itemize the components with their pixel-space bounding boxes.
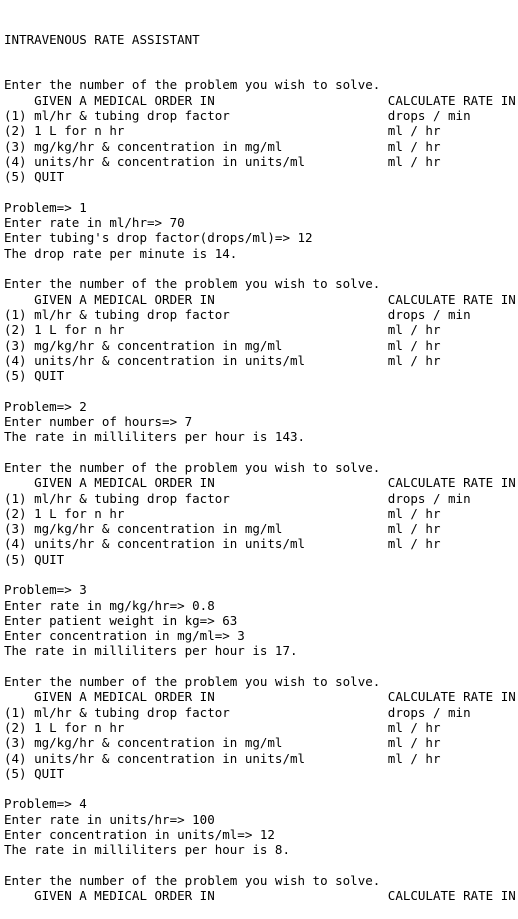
console-line: The rate in milliliters per hour is 143. (4, 429, 306, 445)
console-line: Problem=> 1 (4, 199, 87, 215)
console-line: (2) 1 L for n hr ml / hr (4, 322, 441, 338)
console-line: The rate in milliliters per hour is 17. (4, 643, 298, 659)
blank-line (4, 659, 516, 674)
console-line: Problem=> 4 (4, 796, 87, 812)
console-output (4, 1, 516, 904)
console-line: (5) QUIT (4, 169, 65, 185)
console-line: Enter the number of the problem you wish to solve. (4, 872, 381, 888)
console-line: Enter tubing's drop factor(drops/ml)=> 12 (4, 230, 313, 246)
console-line: GIVEN A MEDICAL ORDER IN CALCULATE RATE IN (4, 291, 516, 307)
console-line: Enter patient weight in kg=> 63 (4, 612, 238, 628)
console-line: (1) ml/hr & tubing drop factor drops / min (4, 108, 471, 124)
console-line: The drop rate per minute is 14. (4, 245, 238, 261)
console-line: Enter concentration in units/ml=> 12 (4, 827, 275, 843)
console-line: (1) ml/hr & tubing drop factor drops / min (4, 306, 471, 322)
console-line: GIVEN A MEDICAL ORDER IN CALCULATE RATE IN (4, 689, 516, 705)
console-line: (1) ml/hr & tubing drop factor drops / min (4, 490, 471, 506)
blank-line (4, 781, 516, 796)
console-line: (2) 1 L for n hr ml / hr (4, 123, 441, 139)
console-line: Enter the number of the problem you wish to solve. (4, 77, 381, 93)
console-line: Enter the number of the problem you wish to solve. (4, 276, 381, 292)
console-line: (3) mg/kg/hr & concentration in mg/ml ml / hr (4, 337, 441, 353)
console-line: Enter number of hours=> 7 (4, 414, 193, 430)
console-line: Problem=> 3 (4, 582, 87, 598)
blank-line (4, 383, 516, 398)
console-line: Enter concentration in mg/ml=> 3 (4, 628, 245, 644)
console-line: The rate in milliliters per hour is 8. (4, 842, 290, 858)
console-line: (4) units/hr & concentration in units/ml ml / hr (4, 750, 441, 766)
console-lines (4, 77, 516, 903)
console-line: Problem=> 2 (4, 398, 87, 414)
console-line: (2) 1 L for n hr ml / hr (4, 719, 441, 735)
console-line: Enter rate in units/hr=> 100 (4, 811, 215, 827)
console-line: Enter rate in mg/kg/hr=> 0.8 (4, 597, 215, 613)
console-line: Enter the number of the problem you wish to solve. (4, 459, 381, 475)
blank-line (4, 261, 516, 276)
console-line: GIVEN A MEDICAL ORDER IN CALCULATE RATE IN (4, 92, 516, 108)
console-line: (2) 1 L for n hr ml / hr (4, 505, 441, 521)
console-line: (4) units/hr & concentration in units/ml ml / hr (4, 536, 441, 552)
blank-line (4, 185, 516, 200)
blank-line (4, 858, 516, 873)
console-line: (3) mg/kg/hr & concentration in mg/ml ml / hr (4, 521, 441, 537)
console-line: Enter the number of the problem you wish to solve. (4, 674, 381, 690)
console-line: (3) mg/kg/hr & concentration in mg/ml ml / hr (4, 735, 441, 751)
console-title: INTRAVENOUS RATE ASSISTANT (4, 31, 200, 47)
console-line: (5) QUIT (4, 368, 65, 384)
console-line: (5) QUIT (4, 551, 65, 567)
console-line: GIVEN A MEDICAL ORDER IN CALCULATE RATE IN (4, 475, 516, 491)
console-line: (3) mg/kg/hr & concentration in mg/ml ml / hr (4, 138, 441, 154)
console-line: (1) ml/hr & tubing drop factor drops / min (4, 704, 471, 720)
console-line: (4) units/hr & concentration in units/ml ml / hr (4, 153, 441, 169)
blank-line (4, 567, 516, 582)
console-line: GIVEN A MEDICAL ORDER IN CALCULATE RATE IN (4, 888, 516, 904)
console-line: (4) units/hr & concentration in units/ml ml / hr (4, 352, 441, 368)
console-line: (5) QUIT (4, 765, 65, 781)
console-line: Enter rate in ml/hr=> 70 (4, 215, 185, 231)
blank-line (4, 445, 516, 460)
